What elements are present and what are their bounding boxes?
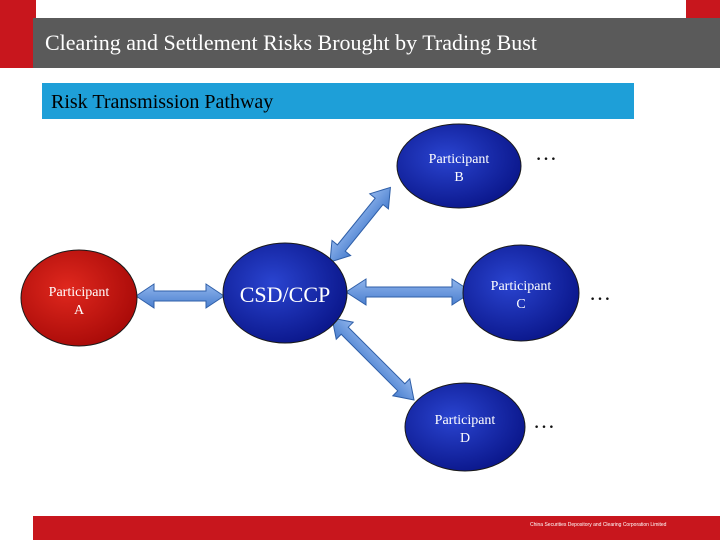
participant-b-more: … bbox=[535, 140, 557, 165]
footer-left-gap bbox=[0, 516, 33, 540]
participant-c-more: … bbox=[589, 280, 611, 305]
participant-d-more: … bbox=[533, 408, 555, 433]
participant-c-label: Participant C bbox=[490, 279, 552, 312]
arrow-csd-to-c bbox=[346, 279, 472, 305]
arrow-csd-to-d bbox=[324, 310, 423, 409]
footer-bar bbox=[33, 516, 720, 540]
arrow-a-to-csd bbox=[136, 284, 224, 308]
arrow-csd-to-b bbox=[321, 180, 400, 270]
participant-d-label: Participant D bbox=[434, 413, 496, 446]
section-subtitle: Risk Transmission Pathway bbox=[51, 91, 274, 113]
csd-ccp-label: CSD/CCP bbox=[239, 282, 331, 307]
footer-credit: China Securities Depository and Clearing Corporation Limited bbox=[530, 522, 667, 528]
participant-b-label: Participant B bbox=[428, 152, 490, 185]
participant-a-label: Participant A bbox=[48, 285, 110, 318]
page-title: Clearing and Settlement Risks Brought by Trading Bust bbox=[45, 30, 537, 55]
